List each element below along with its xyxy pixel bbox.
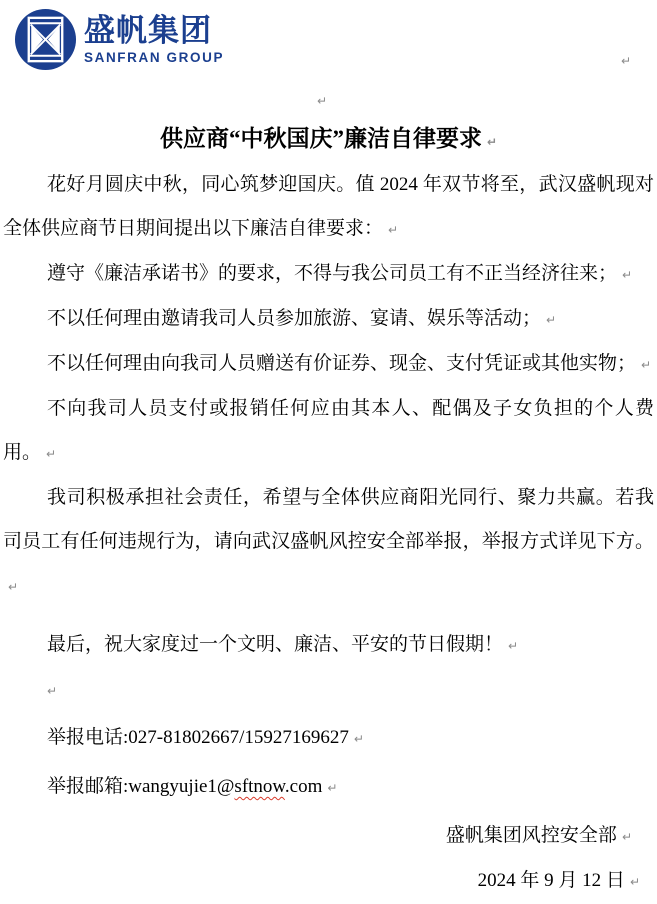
body-paragraph	[3, 297, 654, 342]
empty-paragraph	[3, 668, 654, 712]
pilcrow-mark: ↵	[621, 54, 632, 68]
body-paragraph	[3, 163, 654, 252]
company-logo	[14, 8, 224, 71]
pilcrow-mark: ↵	[47, 684, 58, 698]
paragraph-text: 花好月圆庆中秋，同心筑梦迎国庆。值 2024 年双节将至，武汉盛帆现对全体供应商节日期间提出以下廉洁自律要求：	[3, 174, 654, 239]
report-email-line	[3, 765, 654, 810]
pilcrow-mark: ↵	[546, 313, 557, 327]
body-paragraph	[3, 476, 654, 609]
body-paragraph	[3, 387, 654, 476]
logo-name-cn: 盛帆集团	[84, 13, 212, 48]
report-phone: 举报电话:027-81802667/15927169627	[47, 727, 349, 748]
document-date: 2024 年 9 月 12 日	[477, 870, 625, 891]
pilcrow-mark: ↵	[486, 135, 498, 149]
pilcrow-mark: ↵	[317, 94, 328, 108]
pilcrow-mark: ↵	[388, 223, 399, 237]
body-paragraph	[3, 342, 654, 387]
pilcrow-mark: ↵	[46, 447, 57, 461]
report-email-suffix: .com	[284, 776, 323, 797]
pilcrow-mark: ↵	[8, 580, 19, 594]
paragraph-text: 不向我司人员支付或报销任何应由其本人、配偶及子女负担的个人费用。	[3, 398, 654, 463]
pilcrow-mark: ↵	[621, 830, 632, 844]
document-body	[3, 163, 654, 904]
page-title: 供应商“中秋国庆”廉洁自律要求	[159, 126, 482, 151]
logo-wordmark	[84, 13, 224, 66]
sanfran-logo-icon	[14, 8, 77, 71]
report-phone-line	[3, 716, 654, 761]
pilcrow-mark: ↵	[622, 268, 633, 282]
pilcrow-mark: ↵	[327, 781, 338, 795]
signature-line	[3, 814, 654, 859]
paragraph-text: 遵守《廉洁承诺书》的要求，不得与我公司员工有不正当经济往来；	[47, 263, 618, 284]
signature-department: 盛帆集团风控安全部	[445, 825, 617, 846]
spellcheck-underline: sftnow	[234, 776, 285, 797]
pilcrow-mark: ↵	[629, 875, 640, 889]
paragraph-text: 不以任何理由邀请我司人员参加旅游、宴请、娱乐等活动；	[47, 308, 542, 329]
pilcrow-mark: ↵	[353, 732, 364, 746]
date-line	[3, 859, 654, 904]
body-paragraph	[3, 623, 654, 668]
paragraph-text: 不以任何理由向我司人员赠送有价证券、现金、支付凭证或其他实物；	[47, 353, 637, 374]
body-paragraph	[3, 252, 654, 297]
paragraph-text: 我司积极承担社会责任，希望与全体供应商阳光同行、聚力共赢。若我司员工有任何违规行为，请向武汉盛帆风控安全部举报，举报方式详见下方。	[3, 487, 654, 552]
report-email-prefix: 举报邮箱:wangyujie1@	[47, 776, 235, 797]
document-title-line	[0, 124, 657, 157]
logo-name-en: SANFRAN GROUP	[84, 50, 225, 65]
paragraph-text: 最后，祝大家度过一个文明、廉洁、平安的节日假期！	[47, 634, 504, 655]
pilcrow-mark: ↵	[641, 358, 652, 372]
pilcrow-mark: ↵	[508, 639, 519, 653]
